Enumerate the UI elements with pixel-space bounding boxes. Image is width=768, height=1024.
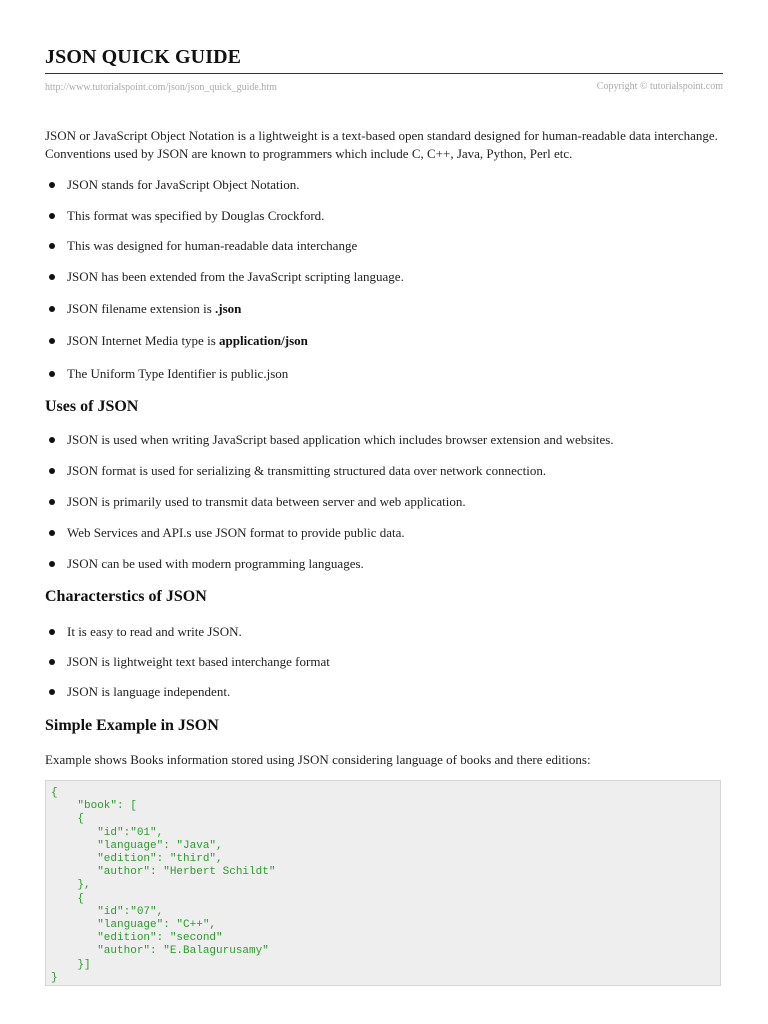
title-divider xyxy=(45,73,723,74)
list-item xyxy=(67,177,300,193)
bullet-icon xyxy=(49,561,55,567)
list-item-text: The Uniform Type Identifier is public.json xyxy=(67,366,289,381)
example-intro: Example shows Books information stored using JSON considering language of books and there editions: xyxy=(45,752,591,767)
list-item xyxy=(67,269,404,285)
section-heading-characteristics: Characterstics of JSON xyxy=(45,588,207,605)
list-item-text: JSON filename extension is xyxy=(67,301,216,316)
section-heading-uses: Uses of JSON xyxy=(45,398,139,415)
bullet-icon xyxy=(49,629,55,635)
list-item xyxy=(67,432,614,448)
json-code-sample: { "book": [ { "id":"01", "language": "Java", "edition": "third", "author": "Herbert Schildt" }, { "id":"07", "language": "C++", "edition": "second" "author": "E.Balagurusamy" }] } xyxy=(51,787,276,984)
bullet-icon xyxy=(49,659,55,665)
list-item-text: JSON format is used for serializing & transmitting structured data over network connection. xyxy=(67,463,547,478)
list-item-text: JSON is primarily used to transmit data between server and web application. xyxy=(67,494,466,509)
list-item xyxy=(67,208,324,224)
intro-paragraph: JSON or JavaScript Object Notation is a lightweight is a text-based open standard designed for human-readable data interchange. Conventions used by JSON are known to programmers which include C, C++, Java, Python, Perl etc. xyxy=(45,128,718,161)
source-url: http://www.tutorialspoint.com/json/json_quick_guide.htm xyxy=(45,82,277,93)
list-item-text: JSON is lightweight text based interchange format xyxy=(67,654,330,669)
file-extension-value: .json xyxy=(215,301,242,316)
list-item xyxy=(67,333,308,349)
list-item-text: Web Services and API.s use JSON format to provide public data. xyxy=(67,525,405,540)
list-item-text: JSON can be used with modern programming languages. xyxy=(67,556,364,571)
bullet-icon xyxy=(49,371,55,377)
list-item-text: It is easy to read and write JSON. xyxy=(67,624,242,639)
bullet-icon xyxy=(49,530,55,536)
bullet-icon xyxy=(49,499,55,505)
list-item xyxy=(67,654,330,670)
list-item-text: This was designed for human-readable data interchange xyxy=(67,238,358,253)
bullet-icon xyxy=(49,689,55,695)
bullet-icon xyxy=(49,437,55,443)
list-item-text: JSON has been extended from the JavaScript scripting language. xyxy=(67,269,404,284)
bullet-icon xyxy=(49,213,55,219)
list-item xyxy=(67,684,230,700)
list-item xyxy=(67,463,546,479)
list-item xyxy=(67,494,466,510)
copyright-notice: Copyright © tutorialspoint.com xyxy=(596,81,723,92)
list-item xyxy=(67,624,242,640)
page-title: JSON QUICK GUIDE xyxy=(45,46,242,68)
bullet-icon xyxy=(49,274,55,280)
list-item xyxy=(67,366,288,382)
section-heading-example: Simple Example in JSON xyxy=(45,717,219,734)
bullet-icon xyxy=(49,306,55,312)
list-item-text: This format was specified by Douglas Crockford. xyxy=(67,208,325,223)
list-item xyxy=(67,301,241,317)
media-type-value: application/json xyxy=(219,333,308,348)
bullet-icon xyxy=(49,182,55,188)
list-item-text: JSON stands for JavaScript Object Notation. xyxy=(67,177,300,192)
list-item xyxy=(67,556,364,572)
bullet-icon xyxy=(49,468,55,474)
list-item xyxy=(67,238,357,254)
list-item xyxy=(67,525,405,541)
list-item-text: JSON is language independent. xyxy=(67,684,231,699)
list-item-text: JSON Internet Media type is xyxy=(67,333,220,348)
code-block xyxy=(45,780,721,986)
bullet-icon xyxy=(49,338,55,344)
bullet-icon xyxy=(49,243,55,249)
list-item-text: JSON is used when writing JavaScript based application which includes browser extension and websites. xyxy=(67,432,614,447)
